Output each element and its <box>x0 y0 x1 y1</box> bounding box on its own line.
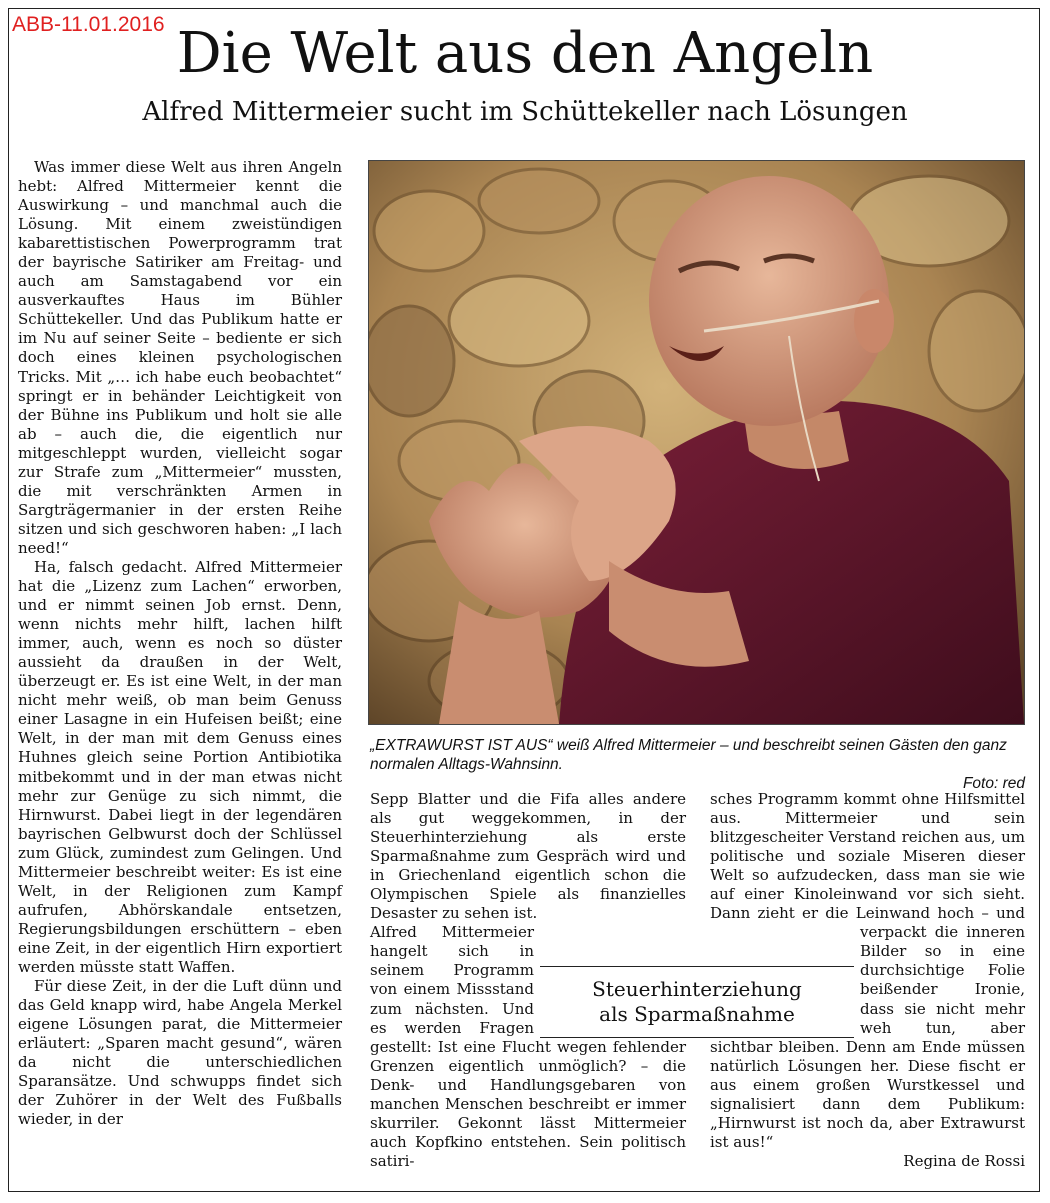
photo-credit: Foto: red <box>962 775 1025 792</box>
pull-quote-line: Steuerhinterziehung <box>592 977 802 1001</box>
photo-caption <box>370 736 1025 793</box>
paragraph: Was immer diese Welt aus ihren Angeln hebt: Alfred Mittermeier kennt die Auswirkung – und manchmal auch die Lösung. Mit einem zweistündigen kabarettistischen Powerprogramm trat der bayrische Satiriker am Freitag- und auch am Samstagabend vor ein ausverkauftes Haus im Bühler Schüttekeller. Und das Publikum hatte er im Nu auf seiner Seite – bediente er sich doch eines kleinen psychologischen Tricks. Mit „… ich habe euch beobachtet“ springt er in behänder Leichtigkeit von der Bühne ins Publikum und holt sie alle ab – auch die, die eigentlich nur mitgeschleppt wurden, vielleicht sogar zur Strafe zum „Mittermeier“ mussten, die mit verschränkten Armen in Sargträgermanier in der ersten Reihe sitzen und sich geschworen haben: „I lach need!“ <box>18 158 342 557</box>
paragraph <box>370 923 686 1171</box>
pull-quote <box>540 966 854 1038</box>
pull-quote-line: als Sparmaßnahme <box>599 1002 795 1026</box>
paragraph-text: Alfred Mittermeier hangelt sich in seinem Programm von einem Missstand zum nächsten. Und es werden Fragen gestellt: Ist eine Flucht wegen fehlender Grenzen eigentlich unmöglich? – die Denk- und Handlungsgebaren von manchen Menschen beschreibt er immer skurriler. Gekonnt lässt Mittermeier auch Kopfkino entstehen. Sein politisch satiri- <box>370 923 686 1170</box>
author-signature: Regina de Rossi <box>903 1151 1025 1170</box>
headline: Die Welt aus den Angeln <box>176 21 874 86</box>
caption-text: „EXTRAWURST IST AUS“ weiß Alfred Mittermeier – und beschreibt seinen Gästen den ganz normalen Alltags-Wahnsinn. <box>370 737 1007 773</box>
subheadline: Alfred Mittermeier sucht im Schüttekeller nach Lösungen <box>142 97 908 127</box>
performer-photo-illustration <box>369 161 1024 724</box>
paragraph: Ha, falsch gedacht. Alfred Mittermeier hat die „Lizenz zum Lachen“ erworben, und er nimmt seinen Job ernst. Denn, wenn nichts mehr hilft, lachen hilft immer, auch, wenn es noch so düster aussieht da draußen in der Welt, überzeugt er. Es ist eine Welt, in der man nicht mehr weiß, ob man beim Genuss einer Lasagne in ein Hufeisen beißt; eine Welt, in der man mit dem Genuss eines Huhnes gleich seine Portion Antibiotika mitbekommt und in der man etwas nicht mehr zur Genüge zu sich nimmt, die Hirnwurst. Dabei liegt in der legendären bayrischen Gelbwurst doch der Schlüssel zum Glück, zumindest zum Gelingen. Und Mittermeier beschreibt weiter: Es ist eine Welt, in der Religionen zum Kampf aufrufen, Abhörskandale entsetzen, Regierungsbildungen erschüttern – eben eine Zeit, in der eigentlich Hirn exportiert werden müsste statt Waffen. <box>18 557 342 976</box>
paragraph: Für diese Zeit, in der die Luft dünn und das Geld knapp wird, habe Angela Merkel eigene Lösungen parat, die Mittermeier erläutert: „Sparen macht gesund“, wären da nicht die unterschiedlichen Sparansätze. Und schwupps findet sich der Zuhörer in der Welt des Fußballs wieder, in der <box>18 977 342 1129</box>
paragraph: Sepp Blatter und die Fifa alles andere als gut weggekommen, in der Steuerhinterziehung als erste Sparmaßnahme zum Gespräch wird und in Griechenland eigentlich schon die Olympischen Spiele als finanzielles Desaster zu sehen ist. <box>370 790 686 923</box>
paragraph: sches Programm kommt ohne Hilfsmittel aus. Mittermeier und sein blitzgescheiter Verstand reichen aus, um politische und soziale Miseren dieser Welt so aufzudecken, dass man sie wie auf einer Kinoleinwand vor sich sieht. Dann zieht er die Leinwand hoch – und verpackt die inneren Bilder so in eine durchsichtige Folie beißender Ironie, dass sie nicht mehr weh tun, aber sichtbar bleiben. Denn am Ende müssen natürlich Lösungen her. Diese fischt er aus einem großen Wurstkessel und signalisiert dann dem Publikum: „Hirnwurst ist noch da, aber Extrawurst ist aus!“ <box>710 790 1025 1151</box>
article-column-1 <box>18 158 342 1129</box>
article-photo <box>368 160 1025 725</box>
date-stamp: ABB-11.01.2016 <box>12 13 165 36</box>
